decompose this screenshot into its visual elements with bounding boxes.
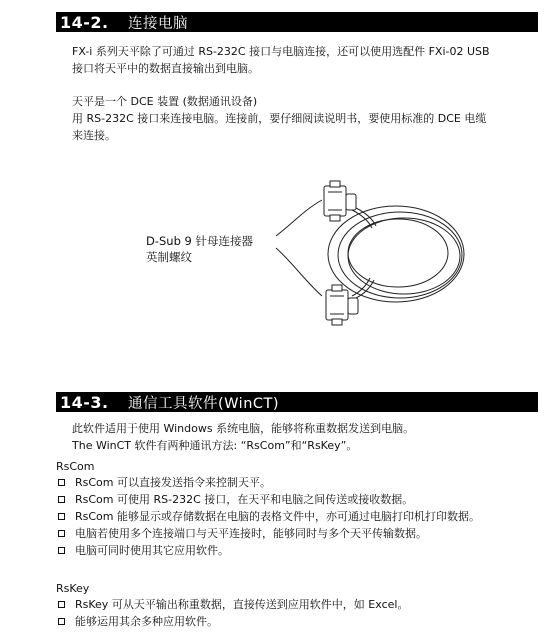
section-title: 连接电脑	[128, 15, 188, 32]
checkbox-bullet-icon	[58, 479, 65, 486]
list-item: RsCom 可使用 RS-232C 接口，在天平和电脑之间传送或接收数据。	[56, 491, 536, 508]
text-line: 接口将天平中的数据直接输出到电脑。	[72, 62, 259, 75]
text-line: 用 RS-232C 接口来连接电脑。连接前，要仔细阅读说明书，要使用标准的 DCE 电缆	[72, 112, 487, 125]
rskey-heading: RsKey	[56, 582, 90, 595]
checkbox-bullet-icon	[58, 618, 65, 625]
rskey-list	[56, 596, 536, 630]
text-line: The WinCT 软件有两种通讯方法: “RsCom”和“RsKey”。	[72, 439, 358, 452]
list-item: RsCom 可以直接发送指令来控制天平。	[56, 474, 536, 491]
list-item: 电脑可同时使用其它应用软件。	[56, 542, 536, 559]
text-line: D-Sub 9 针母连接器	[146, 234, 254, 248]
list-item: 电脑若使用多个连接端口与天平连接时，能够同时与多个天平传输数据。	[56, 525, 536, 542]
text-line: 来连接。	[72, 129, 116, 142]
rscom-heading: RsCom	[56, 460, 95, 473]
connector-label	[146, 233, 253, 265]
text-line: FX-i 系列天平除了可通过 RS-232C 接口与电脑连接，还可以使用选配件 FXi-02 USB	[72, 45, 490, 58]
section-header-14-3	[56, 392, 538, 412]
checkbox-bullet-icon	[58, 513, 65, 520]
list-item: 能够运用其余多种应用软件。	[56, 613, 536, 630]
dsub9-connector-top	[324, 181, 356, 221]
checkbox-bullet-icon	[58, 530, 65, 537]
section-title: 通信工具软件(WinCT)	[128, 395, 280, 412]
text-line: 天平是一个 DCE 装置 (数据通讯设备)	[72, 95, 258, 108]
text-line: 此软件适用于使用 Windows 系统电脑，能够将称重数据发送到电脑。	[72, 422, 415, 435]
rscom-list	[56, 474, 536, 559]
checkbox-bullet-icon	[58, 601, 65, 608]
checkbox-bullet-icon	[58, 496, 65, 503]
section-number: 14-2.	[60, 12, 109, 32]
list-item: RsCom 能够显示或存储数据在电脑的表格文件中，亦可通过电脑打印机打印数据。	[56, 508, 536, 525]
list-item: RsKey 可从天平输出称重数据，直接传送到应用软件中，如 Excel。	[56, 596, 536, 613]
text-line: 英制螺纹	[146, 250, 192, 264]
section-number: 14-3.	[60, 392, 109, 412]
winct-intro-paragraph	[72, 420, 532, 454]
checkbox-bullet-icon	[58, 547, 65, 554]
